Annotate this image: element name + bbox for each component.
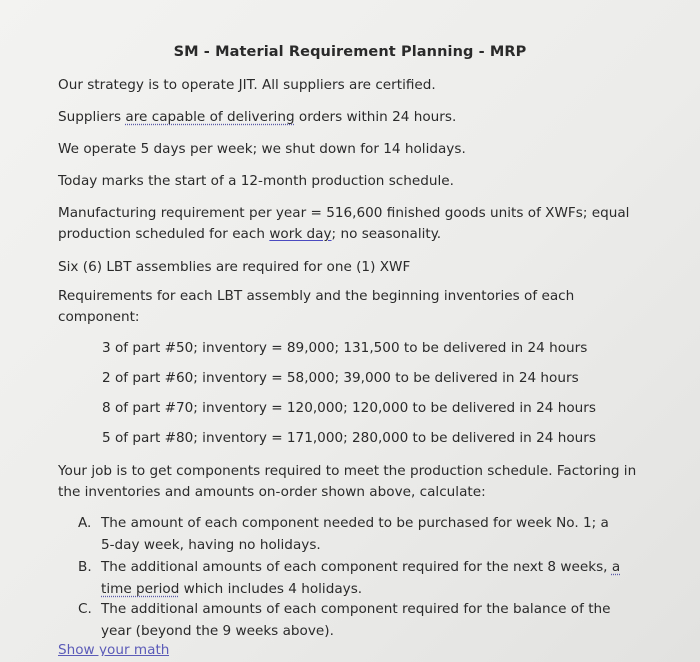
requirements-paragraph: Requirements for each LBT assembly and the beginning inventories of each component: [58, 288, 575, 325]
item-a-letter: A. [78, 515, 92, 531]
item-b-text-b: a time period [101, 559, 621, 597]
item-c-letter: C. [78, 601, 92, 617]
show-math-link[interactable]: Show your math [58, 642, 170, 656]
job-paragraph: Your job is to get components required to meet the production schedule. Factoring in the inventories and amounts on-order shown above, calculate: [58, 463, 637, 500]
manufacturing-paragraph [58, 203, 648, 245]
operate-line: We operate 5 days per week; we shut down for 14 holidays. [58, 141, 466, 157]
today-line: Today marks the start of a 12-month production schedule. [58, 173, 454, 189]
mfg-text-b: work day [269, 226, 332, 242]
strategy-line: Our strategy is to operate JIT. All suppliers are certified. [58, 77, 436, 93]
six-assemblies-line: Six (6) LBT assemblies are required for one (1) XWF [58, 259, 411, 275]
mfg-text-a: Manufacturing requirement per year = 516,600 finished goods units of XWFs; equal production scheduled for each [58, 205, 630, 242]
page-title: SM - Material Requirement Planning - MRP [173, 44, 527, 60]
part-line-50: 3 of part #50; inventory = 89,000; 131,500 to be delivered in 24 hours [102, 340, 588, 356]
part-line-60: 2 of part #60; inventory = 58,000; 39,000 to be delivered in 24 hours [102, 370, 579, 386]
item-a-text: The amount of each component needed to be purchased for week No. 1; a 5-day week, having no holidays. [101, 515, 609, 553]
item-b-text [101, 556, 621, 600]
item-b-text-c: which includes 4 holidays. [179, 581, 363, 597]
suppliers-line [58, 107, 456, 128]
part-line-70: 8 of part #70; inventory = 120,000; 120,000 to be delivered in 24 hours [102, 400, 596, 416]
suppliers-text-b: are capable of delivering [125, 109, 295, 125]
mfg-text-c: ; no seasonality. [331, 226, 442, 242]
item-b-text-a: The additional amounts of each component required for the next 8 weeks, [101, 559, 612, 575]
part-line-80: 5 of part #80; inventory = 171,000; 280,000 to be delivered in 24 hours [102, 430, 596, 446]
suppliers-text-c: orders within 24 hours. [294, 109, 457, 125]
item-b-letter: B. [78, 559, 92, 575]
suppliers-text-a: Suppliers [58, 109, 126, 125]
item-c-text: The additional amounts of each component required for the balance of the year (beyond the 9 weeks above). [101, 601, 611, 639]
